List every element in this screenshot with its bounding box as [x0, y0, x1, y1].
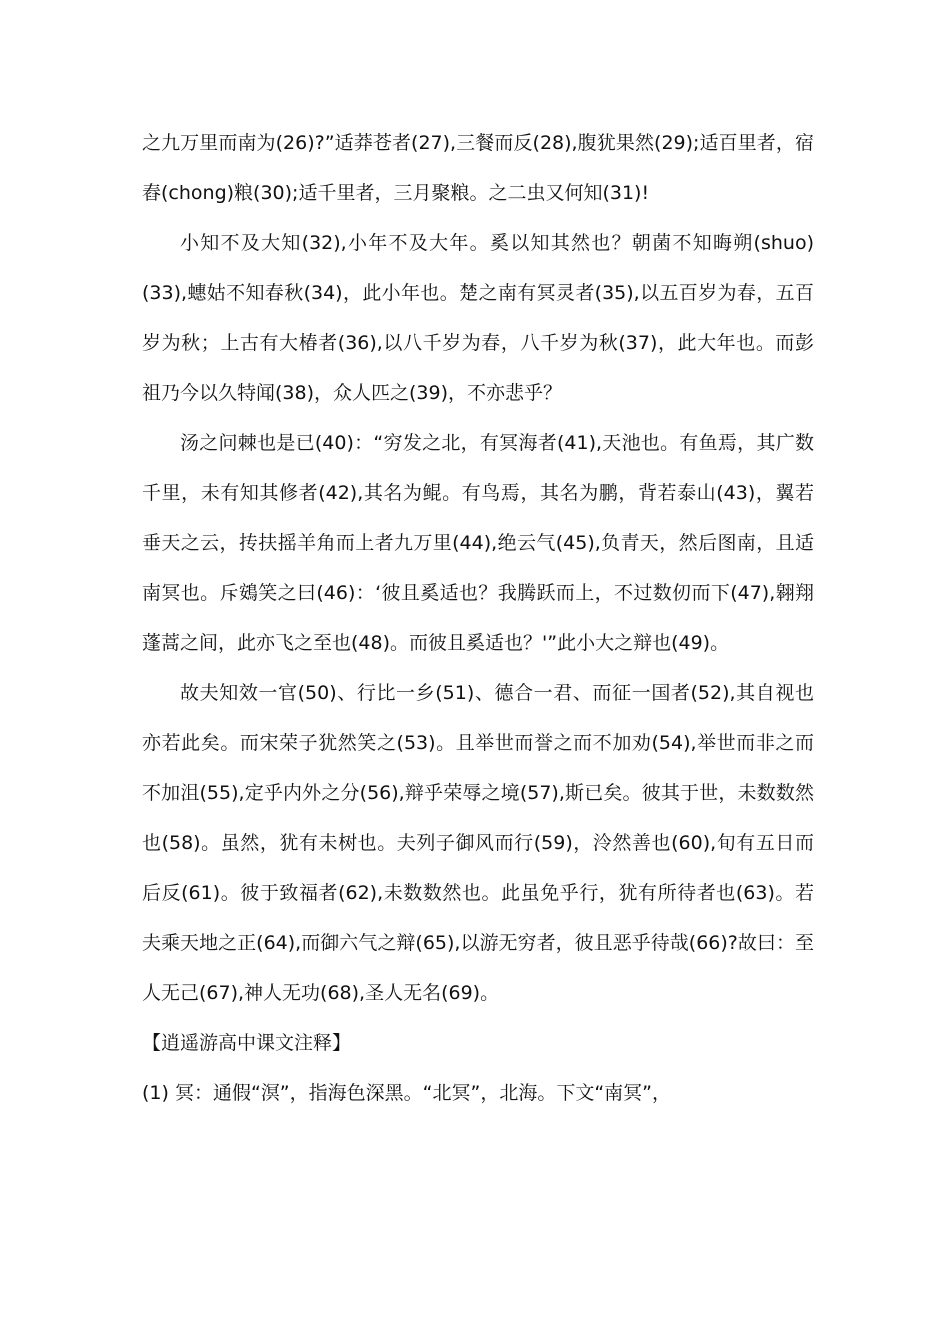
paragraph-tang-asks-ji: 汤之问棘也是已(40)：“穷发之北，有冥海者(41),天池也。有鱼焉，其广数千里，未有知其修者(42),其名为鲲。有鸟焉，其名为鹏，背若泰山(43)，翼若垂天之云，抟扶摇羊角而上者九万里(44),绝云气(45),负青天，然后图南，且适南冥也。斥鴳笑之曰(46)：‘彼且奚适也？我腾跃而上，不过数仞而下(47),翱翔蓬蒿之间，此亦飞之至也(48)。而彼且奚适也？'”此小大之辩也(49)。: [142, 432, 814, 654]
paragraph-knowledge-office: 故夫知效一官(50)、行比一乡(51)、德合一君、而征一国者(52),其自视也亦若此矣。而宋荣子犹然笑之(53)。且举世而誉之而不加劝(54),举世而非之而不加沮(55),定乎内外之分(56),辩乎荣辱之境(57),斯已矣。彼其于世，未数数然也(58)。虽然，犹有未树也。夫列子御风而行(59)，泠然善也(60),旬有五日而后反(61)。彼于致福者(62),未数数然也。此虽免乎行，犹有所待者也(63)。若夫乘天地之正(64),而御六气之辩(65),以游无穷者，彼且恶乎待哉(66)?故曰：至人无己(67),神人无功(68),圣人无名(69)。: [142, 682, 814, 1004]
paragraph-continuation: 之九万里而南为(26)?”适莽苍者(27),三餐而反(28),腹犹果然(29);适百里者，宿舂(chong)粮(30);适千里者，三月聚粮。之二虫又何知(31)!: [142, 132, 814, 204]
section-heading: 【逍遥游高中课文注释】: [142, 1032, 352, 1054]
paragraph-small-knowledge: 小知不及大知(32),小年不及大年。奚以知其然也？朝菌不知晦朔(shuo)(33),蟪姑不知春秋(34)，此小年也。楚之南有冥灵者(35),以五百岁为春，五百岁为秋；上古有大椿者(36),以八千岁为春，八千岁为秋(37)，此大年也。而彭祖乃今以久特闻(38)，众人匹之(39)，不亦悲乎？: [142, 232, 814, 404]
annotation-note-1: (1) 冥：通假“溟”，指海色深黑。“北冥”，北海。下文“南冥”，: [142, 1082, 672, 1104]
document-body: [142, 118, 814, 1118]
